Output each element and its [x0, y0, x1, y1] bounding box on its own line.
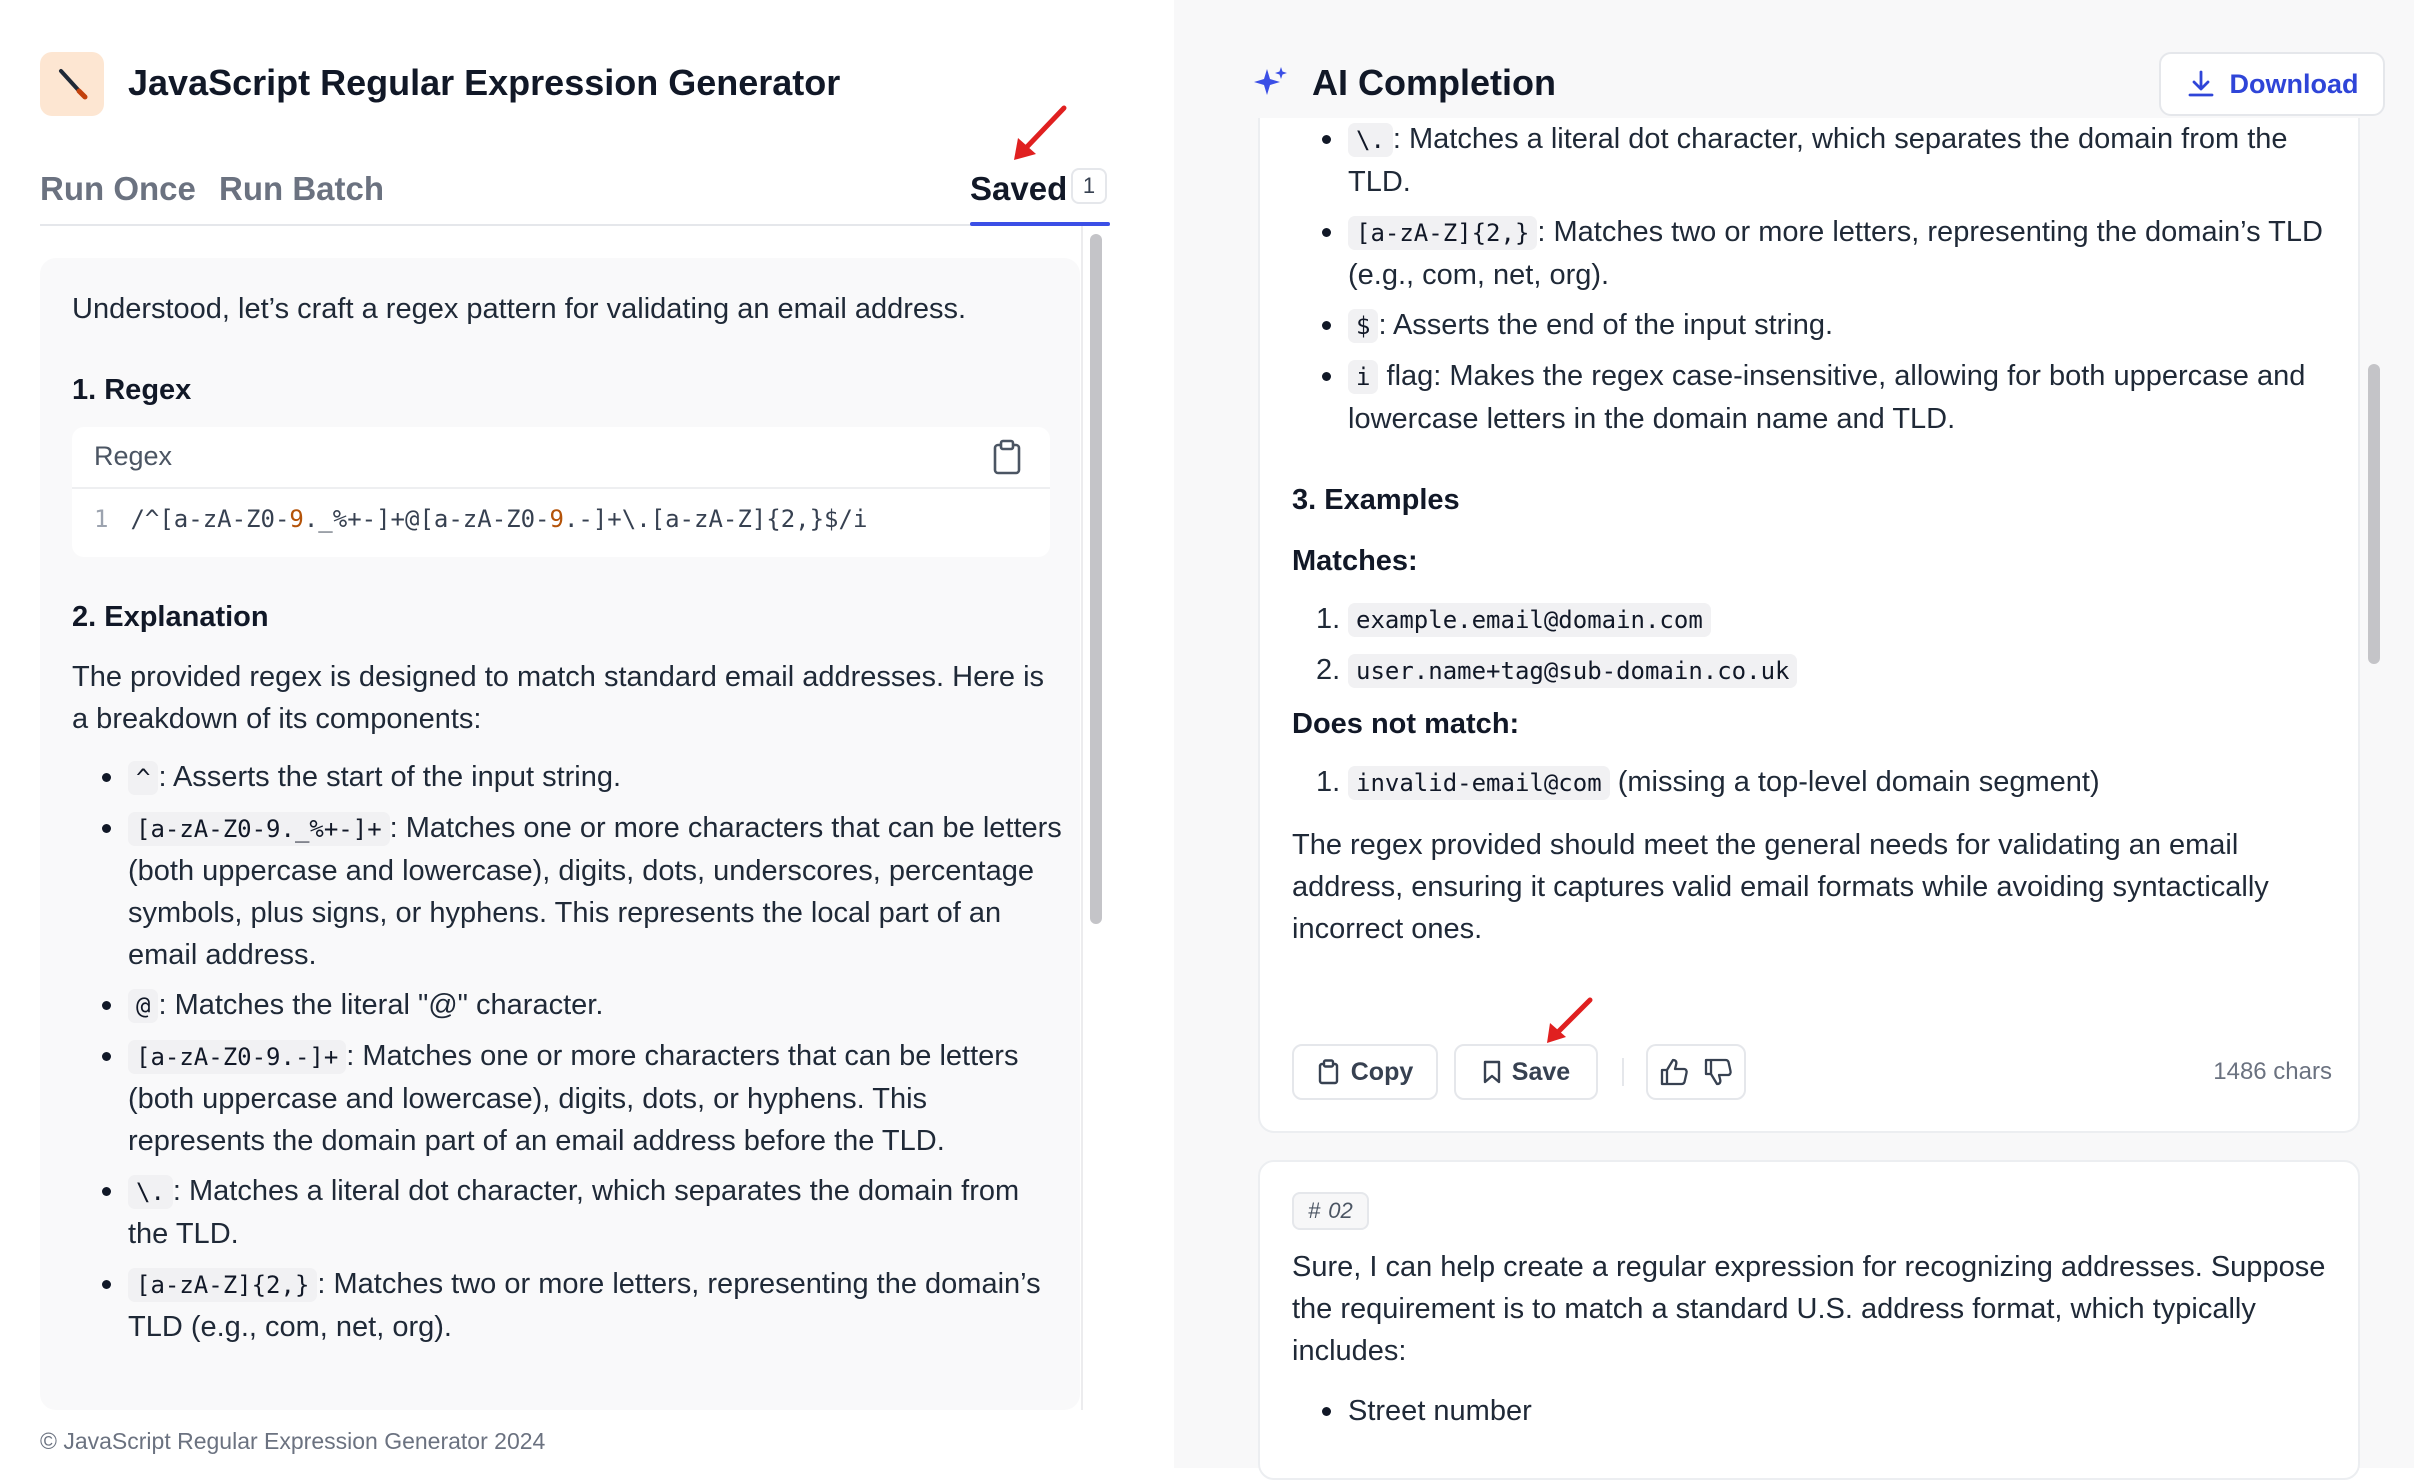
explanation-list — [72, 756, 1062, 1348]
matches-list — [1292, 598, 2332, 692]
matches-heading: Matches: — [1292, 545, 1418, 577]
regex-code-block — [72, 427, 1050, 557]
left-scrollbar[interactable] — [1081, 226, 1107, 1410]
app-title: JavaScript Regular Expression Generator — [128, 62, 841, 103]
copy-icon — [1317, 1059, 1341, 1085]
nomatch-list — [1292, 761, 2332, 804]
tab-run-batch[interactable]: Run Batch — [219, 170, 384, 207]
actions-divider — [1622, 1058, 1624, 1086]
brush-icon — [53, 65, 91, 103]
completion-actions — [1292, 1044, 2332, 1100]
list-item: @ : Matches the literal "@" character. — [72, 984, 1062, 1027]
explanation-list-continued — [1292, 118, 2332, 440]
nomatch-heading: Does not match: — [1292, 708, 1520, 740]
right-scrollbar[interactable] — [2360, 118, 2386, 1428]
thumbs-down-icon[interactable] — [1703, 1058, 1733, 1086]
clipboard-icon[interactable] — [990, 439, 1024, 480]
address-components-list — [1292, 1390, 2332, 1432]
ai-completion-title: AI Completion — [1312, 62, 1556, 103]
list-item: 1. example.email@domain.com — [1292, 598, 2332, 641]
list-item: Street number — [1292, 1390, 2332, 1432]
list-item: 2. user.name+tag@sub-domain.co.uk — [1292, 649, 2332, 692]
code-block-label: Regex — [94, 441, 173, 471]
app-logo — [40, 52, 104, 116]
footer-copyright: © JavaScript Regular Expression Generator 2024 — [40, 1428, 546, 1454]
line-number: 1 — [94, 505, 109, 533]
completion-card-01 — [1258, 118, 2360, 1133]
sparkle-icon — [1254, 66, 1288, 100]
completion-card-02 — [1258, 1160, 2360, 1480]
conclusion-text: The regex provided should meet the general needs for validating an email address, ensuring it captures valid email formats while avoiding syntactically incorrect ones. — [1292, 829, 2269, 945]
list-item: \. : Matches a literal dot character, which separates the domain from the TLD. — [72, 1170, 1062, 1255]
list-item: \. : Matches a literal dot character, which separates the domain from the TLD. — [1292, 118, 2332, 203]
char-count: 1486 chars — [2213, 1058, 2332, 1085]
download-icon — [2186, 69, 2216, 99]
list-item: [a-zA-Z]{2,} : Matches two or more letters, representing the domain’s TLD (e.g., com, net, org). — [72, 1263, 1062, 1348]
feedback-buttons — [1646, 1044, 1746, 1100]
explanation-heading: 2. Explanation — [72, 601, 269, 633]
list-item: i flag: Makes the regex case-insensitive, allowing for both uppercase and lowercase letters in the domain name and TLD. — [1292, 355, 2332, 440]
download-label: Download — [2229, 68, 2359, 99]
explanation-intro: The provided regex is designed to match standard email addresses. Here is a breakdown of its components: — [72, 661, 1045, 735]
list-item: ^ : Asserts the start of the input string. — [72, 756, 1062, 799]
saved-result-card — [40, 258, 1080, 1410]
result-number-badge: # 02 — [1292, 1192, 1369, 1230]
copy-button[interactable]: Copy — [1292, 1044, 1438, 1100]
left-scrollbar-thumb[interactable] — [1090, 234, 1102, 924]
annotation-arrow-icon — [1010, 104, 1070, 164]
thumbs-up-icon[interactable] — [1659, 1058, 1689, 1086]
examples-heading: 3. Examples — [1292, 484, 1460, 516]
intro-text: Understood, let’s craft a regex pattern for validating an email address. — [72, 293, 967, 325]
right-pane — [1174, 0, 2414, 1468]
list-item: [a-zA-Z]{2,} : Matches two or more letters, representing the domain’s TLD (e.g., com, net, org). — [1292, 211, 2332, 296]
annotation-arrow-icon — [1544, 996, 1596, 1046]
regex-code-line: 1 /^[a-zA-Z0-9._%+-]+@[a-zA-Z0-9.-]+\.[a-zA-Z]{2,}$/i — [94, 505, 868, 533]
completion-text: Sure, I can help create a regular expression for recognizing addresses. Suppose the requirement is to match a standard U.S. address format, which typically includes: — [1292, 1251, 2326, 1367]
save-button[interactable]: Save — [1454, 1044, 1598, 1100]
mode-tabs — [40, 150, 1110, 226]
list-item: 1. invalid-email@com (missing a top-level domain segment) — [1316, 766, 2100, 798]
right-scrollbar-thumb[interactable] — [2368, 364, 2380, 664]
regex-heading: 1. Regex — [72, 374, 192, 406]
list-item: [a-zA-Z0-9._%+-]+ : Matches one or more characters that can be letters (both uppercase and lowercase), digits, dots, underscores, percentage symbols, plus signs, or hyphens. This represents the local part of an email address. — [72, 807, 1062, 976]
list-item: [a-zA-Z0-9.-]+ : Matches one or more characters that can be letters (both uppercase and lowercase), digits, dots, or hyphens. This represents the domain part of an email address before the TLD. — [72, 1035, 1062, 1162]
tab-saved[interactable]: Saved — [970, 170, 1068, 207]
left-pane — [0, 0, 1174, 1468]
tab-run-once[interactable]: Run Once — [40, 170, 196, 207]
saved-count-badge: 1 — [1071, 168, 1107, 204]
bookmark-icon — [1482, 1060, 1502, 1084]
download-button[interactable] — [2159, 52, 2385, 116]
list-item: $ : Asserts the end of the input string. — [1292, 304, 2332, 347]
